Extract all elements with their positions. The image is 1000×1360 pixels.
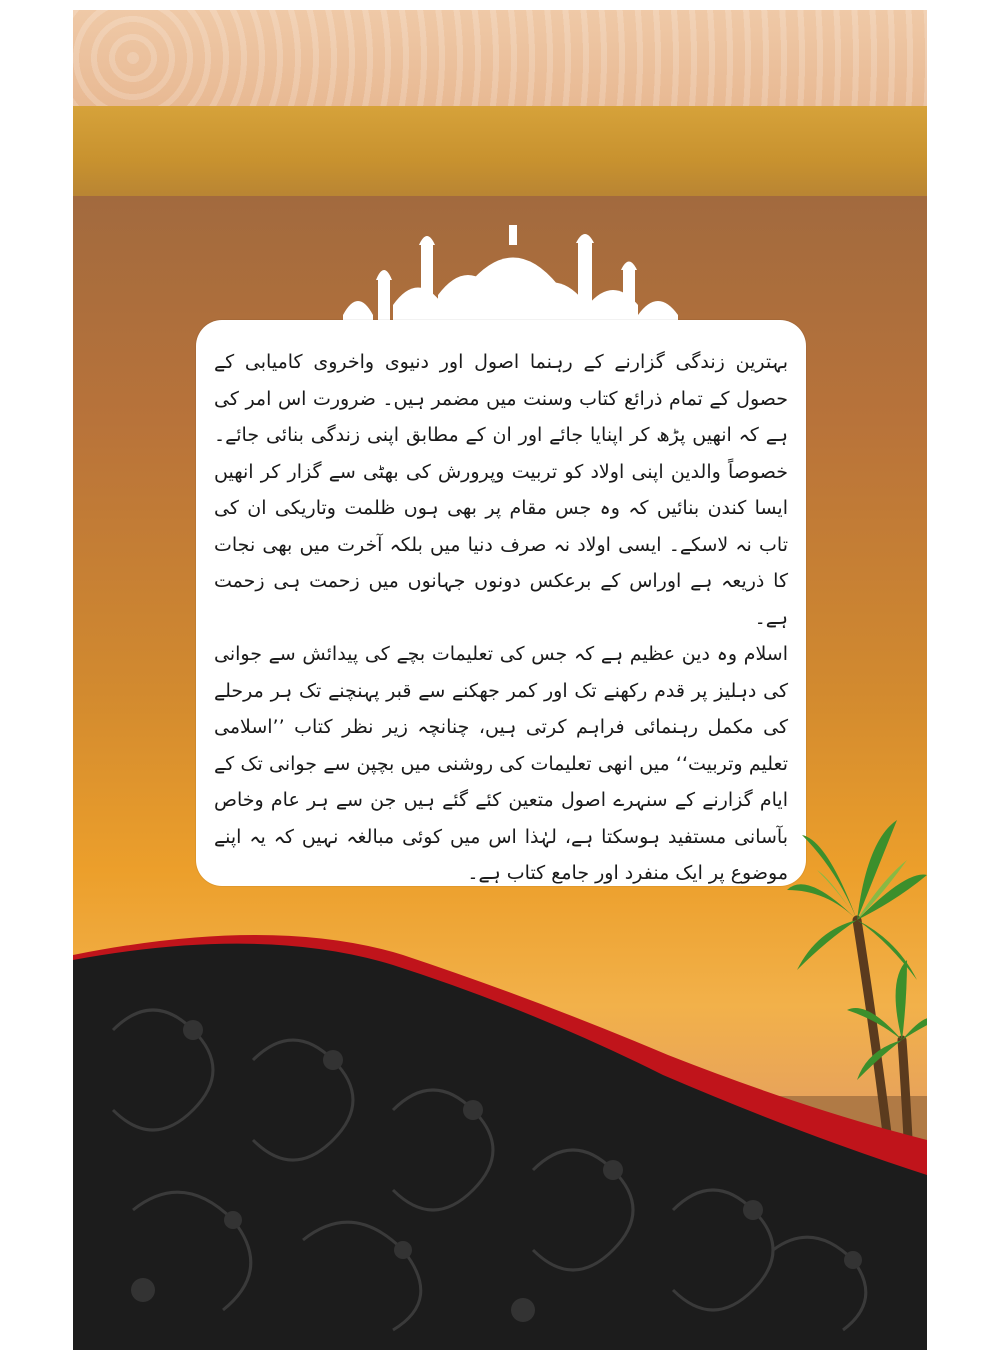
ornamental-top-band [73,10,927,106]
gold-band [73,106,927,196]
description-paragraph-2: اسلام وہ دین عظیم ہے کہ جس کی تعلیمات بچے کی پیدائش سے جوانی کی دہلیز پر قدم رکھنے تک اور کمر جھکنے سے قبر پہنچنے تک ہر مرحلے کی مکمل رہنمائی فراہم کرتی ہیں، چنانچہ زیر نظر کتاب ’’اسلامی تعلیم وتربیت‘‘ میں انھی تعلیمات کی روشنی میں بچپن سے جوانی تک کے ایام گزارنے کے سنہرے اصول متعین کئے گئے ہیں جن سے ہر عام وخاص بآسانی مستفید ہوسکتا ہے، لہٰذا اس میں کوئی مبالغہ نہیں کہ یہ اپنے موضوع پر ایک منفرد اور جامع کتاب ہے۔ [214,643,788,884]
decorative-waves [73,910,927,1350]
description-paragraph-1: بہترین زندگی گزارنے کے رہنما اصول اور دنیوی واخروی کامیابی کے حصول کے تمام ذرائع کتاب وسنت میں مضمر ہیں۔ ضرورت اس امر کی ہے کہ انھیں پڑھ کر اپنایا جائے اور ان کے مطابق اپنی زندگی بنائی جائے۔ خصوصاً والدین اپنی اولاد کو تربیت وپرورش کی بھٹی سے گزار کر انھیں ایسا کندن بنائیں کہ وہ جس مقام پر بھی ہوں ظلمت وتاریکی ان کی تاب نہ لاسکے۔ ایسی اولاد نہ صرف دنیا میں بلکہ آخرت میں بھی نجات کا ذریعہ ہے اوراس کے برعکس دونوں جہانوں میں زحمت ہی زحمت ہے۔ [214,351,788,629]
book-back-cover [73,10,927,1350]
description-text-box [196,320,806,886]
